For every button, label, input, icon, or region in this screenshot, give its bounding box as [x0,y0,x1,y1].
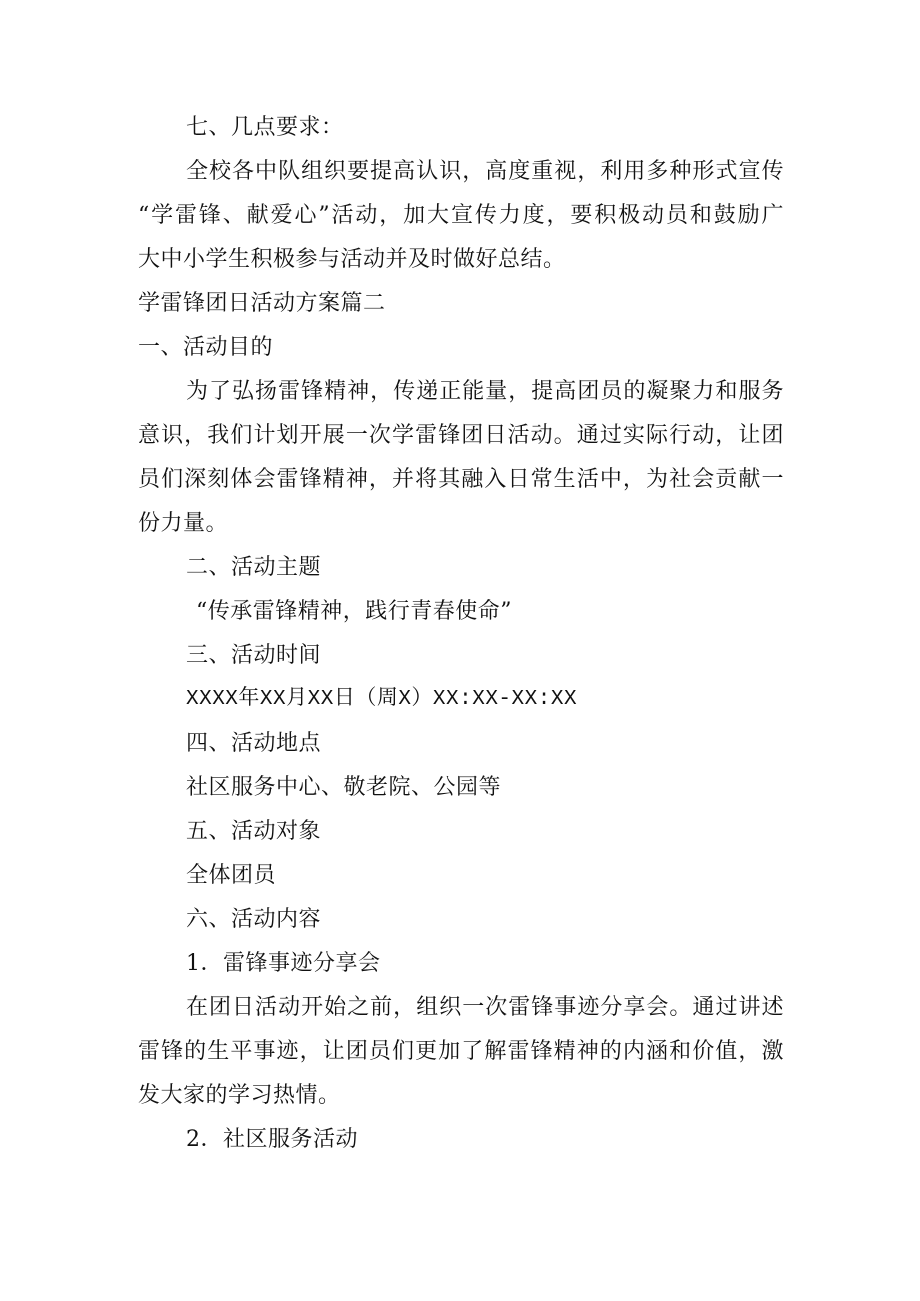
section-heading-purpose: 一、活动目的 [138,335,274,360]
document-part-title: 学雷锋团日活动方案篇二 [138,291,386,316]
content-item-heading: 1．雷锋事迹分享会 [186,951,381,976]
section-heading-content: 六、活动内容 [186,907,322,932]
paragraph-line: 雷锋的生平事迹，让团员们更加了解雷锋精神的内涵和价值，激 [138,1039,784,1064]
section-heading-participants: 五、活动对象 [186,819,322,844]
activity-time: XXXX年XX月XX日（周X）XX:XX-XX:XX [186,688,578,711]
section-heading-requirements: 七、几点要求： [186,115,344,140]
section-heading-time: 三、活动时间 [186,643,322,668]
activity-participants: 全体团员 [186,863,277,888]
paragraph-line: 员们深刻体会雷锋精神，并将其融入日常生活中，为社会贡献一 [138,467,784,492]
activity-theme: “传承雷锋精神，践行青春使命” [196,599,512,624]
paragraph-line: 为了弘扬雷锋精神，传递正能量，提高团员的凝聚力和服务 [186,379,784,404]
section-heading-theme: 二、活动主题 [186,555,322,580]
paragraph-line: “学雷锋、献爱心”活动，加大宣传力度，要积极动员和鼓励广 [138,203,784,228]
paragraph-line: 发大家的学习热情。 [138,1083,341,1108]
paragraph-line: 意识，我们计划开展一次学雷锋团日活动。通过实际行动，让团 [138,423,784,448]
section-heading-location: 四、活动地点 [186,731,322,756]
content-item-heading: 2．社区服务活动 [186,1127,358,1152]
paragraph-line: 在团日活动开始之前，组织一次雷锋事迹分享会。通过讲述 [186,995,784,1020]
paragraph-line: 大中小学生积极参与活动并及时做好总结。 [138,247,566,272]
activity-location: 社区服务中心、敬老院、公园等 [186,775,502,800]
paragraph-line: 全校各中队组织要提高认识，高度重视，利用多种形式宣传 [186,159,784,184]
paragraph-line: 份力量。 [138,511,229,536]
